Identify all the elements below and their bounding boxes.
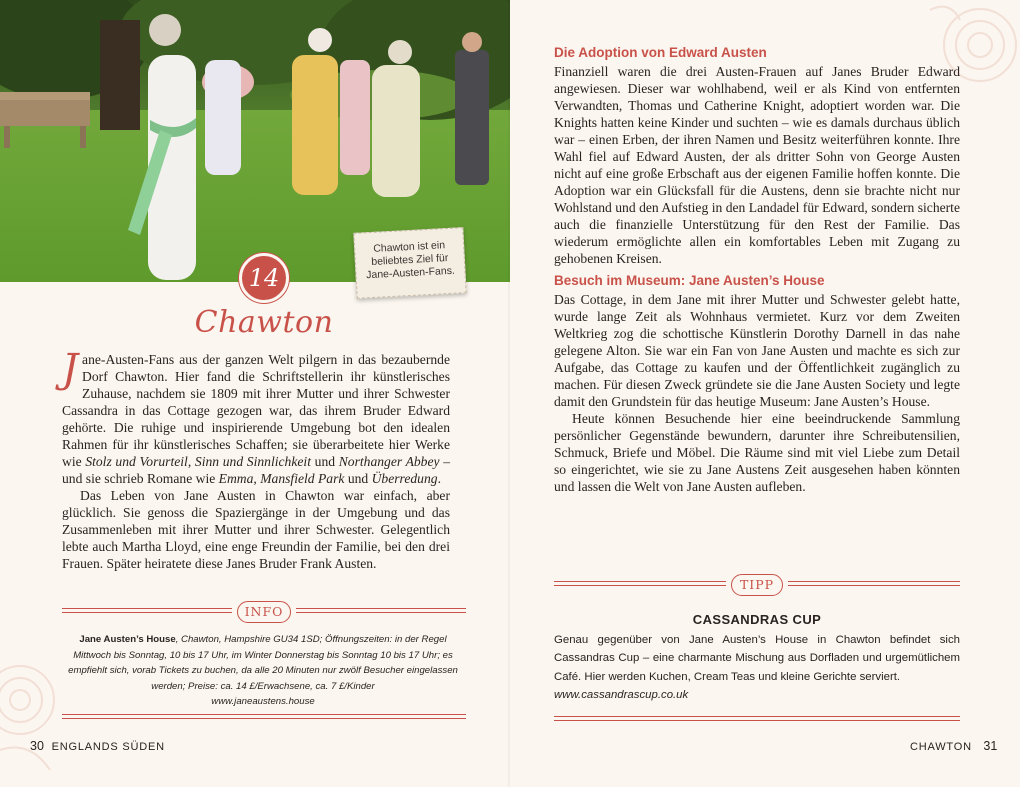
p1-mid: – und sie schrieb Romane wie <box>62 454 451 486</box>
right-paragraph-3: Heute können Besuchende hier eine beeindruckende Sammlung persönlicher Gegenstände bewundern, darunter ihre Schreibutensilien, Schmuck, Briefe und Möbel. Die Räume sind mit viel Liebe zum Detail so eingerichtet, wie sie zu Jane Austens Zeit ausgesehen haben könnten und lassen die Welt von Jane Austen aufleben. <box>554 411 960 494</box>
tipp-url[interactable]: www.cassandrascup.co.uk <box>554 688 689 701</box>
tipp-title: CASSANDRAS CUP <box>692 612 822 627</box>
right-folio <box>910 739 997 753</box>
section-label-left: ENGLANDS SÜDEN <box>51 741 165 753</box>
tipp-label-pill <box>731 574 783 596</box>
work-title: Sinn und Sinnlichkeit <box>194 454 311 469</box>
rose-decoration-icon <box>0 640 70 787</box>
p1-sep: , <box>253 471 261 486</box>
tipp-bottom-ornament <box>554 716 960 724</box>
work-title: Mansfield Park <box>260 471 345 486</box>
work-title: Überredung <box>371 471 438 486</box>
info-name: Jane Austen’s House <box>79 634 176 645</box>
chapter-number-badge <box>239 253 289 303</box>
p1-and: und <box>310 454 339 469</box>
info-url[interactable]: www.janeaustens.house <box>211 696 315 708</box>
chapter-title: Chawton <box>194 305 334 340</box>
p1-sep: , <box>187 454 195 469</box>
p1-text: ane-Austen-Fans aus der ganzen Welt pilgern in das bezaubernde Dorf Chawton. Hier fand die Schriftstellerin ihr künstlerisches Zuhause, nachdem sie 1809 mit ihrer Mutter und ihrer Schwester Cassandra in das Cottage gezogen war, das ihrem Bruder Edward gehörte. Die ruhige und inspirierende Umgebung bot den idealen Rahmen für ihr künstlerisches Schaffen; sie überarbeitete hier Werke wie <box>62 352 450 469</box>
right-paragraph-1: Finanziell waren die drei Austen-Frauen auf Janes Bruder Edward angewiesen. Dieser war wohlhabend, weil er als Kind von entfernten Verwandten, Thomas und Catherine Knight, adoptiert worden war. Die Knights hatten keine Kinder und suchten – wie es damals durchaus üblich war – einen Erben, der ihren Namen und Besitz weiterführen konnte. Ihre Wahl fiel auf Edward Austen, der als dritter Sohn von George Austen nicht auf eine große Erbschaft aus der eigenen Familie hoffen konnte. Die Adoption war ein Glücksfall für die Austens, denn sie brachte nicht nur Wohlstand und den Aufstieg in den Landadel für Edward, sondern sicherte auch die finanzielle Unterstützung für den Rest der Familie. Das wiederum ermöglichte allen ein komfortables Leben mit Zugang zu gehobenen Kreisen. <box>554 64 960 266</box>
p1-end: . <box>437 471 441 486</box>
info-details: , Chawton, Hampshire GU34 1SD; Öffnungszeiten: in der Regel Mittwoch bis Sonntag, 10 bis 17 Uhr, im Winter Donnerstag bis Sonntag 10 bis 17 Uhr; es empfiehlt sich, vorab Tickets zu buchen, da alle 20 Minuten nur zwölf Besucher eingelassen werden; Preise: ca. 14 £/Erwachsene, ca. 7 £/Kinder <box>68 634 458 692</box>
paragraph-1 <box>62 346 451 487</box>
section-heading-museum: Besuch im Museum: Jane Austen’s House <box>554 273 825 288</box>
info-label-pill <box>237 601 291 623</box>
info-label: INFO <box>244 604 284 619</box>
work-title: Emma <box>218 471 254 486</box>
chapter-number: 14 <box>248 264 280 292</box>
photo-caption-card <box>353 227 466 299</box>
info-bottom-ornament <box>62 714 466 722</box>
tipp-text <box>554 631 960 704</box>
info-text <box>62 632 464 710</box>
paragraph-2: Das Leben von Jane Austen in Chawton war einfach, aber glücklich. Sie genoss die Spaziergänge in der Umgebung und das Zusammenleben mit ihrer Mutter und ihrer Schwester. Gelegentlich lebte auch Martha Lloyd, eine enge Freundin der Familie, bei den drei Frauen. Später heiratete diese Janes Bruder Frank Austen. <box>62 488 450 571</box>
right-paragraph-2: Das Cottage, in dem Jane mit ihrer Mutter und Schwester gelebt hatte, wurde lange Zeit als Wohnhaus vermietet. Kurz vor dem Zweiten Weltkrieg zog die schottische Künstlerin Dorothy Darnell in das nahe gelegene Alton. Sie war ein Fan von Jane Austen und machte es sich zur Aufgabe, das Cottage zu kaufen und der Öffentlichkeit zugänglich zu machen. Für diesen Zweck gründete sie die Jane Austen Society und legte damit den Grundstein für das heutige Museum: Jane Austen’s House. <box>554 292 960 409</box>
page-number-left: 30 <box>30 739 44 753</box>
section-label-right: CHAWTON <box>910 741 972 753</box>
p1-and: und <box>344 471 372 486</box>
tipp-label: TIPP <box>739 577 775 592</box>
tipp-description: Genau gegenüber von Jane Austen’s House in Chawton befindet sich Cassandras Cup – eine charmante Mischung aus Dorfladen und urgemütlichem Café. Hier werden Kuchen, Cream Teas und kleine Gerichte serviert. <box>554 634 960 683</box>
right-body-text <box>554 44 960 495</box>
dropcap: J <box>62 346 79 392</box>
section-heading-adoption: Die Adoption von Edward Austen <box>554 45 767 60</box>
work-title: Stolz und Vorurteil <box>85 454 188 469</box>
page-number-right: 31 <box>983 739 998 753</box>
left-body-text <box>62 346 451 572</box>
photo-caption: Chawton ist ein beliebtes Ziel für Jane-Austen-Fans. <box>365 239 456 282</box>
work-title: Northanger Abbey <box>338 454 440 469</box>
